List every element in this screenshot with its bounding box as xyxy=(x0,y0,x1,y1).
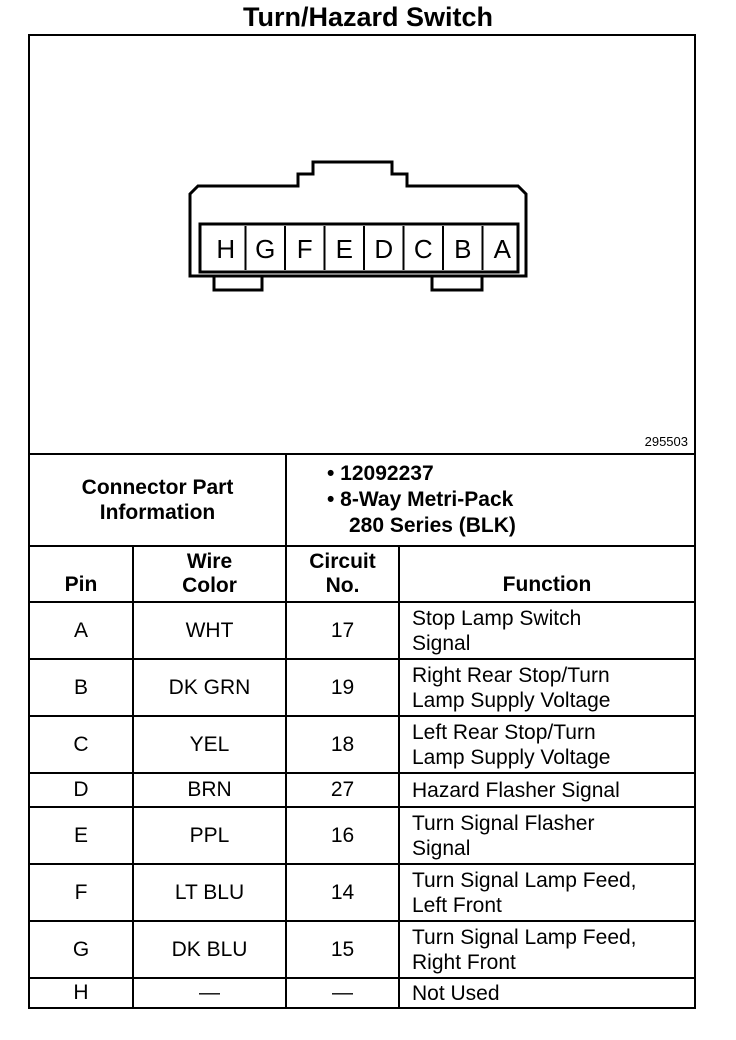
pinout-rows xyxy=(29,602,695,1008)
table-row xyxy=(29,921,695,978)
connector-info-label-line2: Information xyxy=(99,501,216,524)
function-line2: Signal xyxy=(412,631,471,655)
pin-cell: A xyxy=(29,602,133,659)
circuit-cell: 14 xyxy=(286,864,399,921)
header-wire-color xyxy=(133,546,286,602)
connector-type-line2: 280 Series (BLK) xyxy=(349,514,516,537)
function-cell xyxy=(399,921,695,978)
connector-pin-label: A xyxy=(493,234,511,264)
connector-info-label-line1: Connector Part xyxy=(81,476,234,499)
header-wire-color-line1: Wire xyxy=(186,550,233,573)
connector-housing-outline xyxy=(190,162,526,276)
function-cell xyxy=(399,716,695,773)
circuit-cell: 17 xyxy=(286,602,399,659)
header-circuit xyxy=(286,546,399,602)
connector-pin-group xyxy=(216,226,511,270)
header-function: Function xyxy=(399,546,695,602)
connector-pin-label: E xyxy=(335,234,353,264)
function-line2: Lamp Supply Voltage xyxy=(412,745,611,769)
table-row xyxy=(29,978,695,1008)
wire-color-cell: WHT xyxy=(133,602,286,659)
pin-cell: E xyxy=(29,807,133,864)
connector-pin-label: C xyxy=(413,234,433,264)
function-line2: Lamp Supply Voltage xyxy=(412,688,611,712)
function-cell xyxy=(399,602,695,659)
circuit-cell: 27 xyxy=(286,773,399,807)
pin-cell: C xyxy=(29,716,133,773)
table-row xyxy=(29,716,695,773)
function-line1: Right Rear Stop/Turn xyxy=(412,663,610,687)
function-cell xyxy=(399,773,695,807)
function-cell xyxy=(399,659,695,716)
connector-info-value xyxy=(286,454,695,546)
circuit-cell: — xyxy=(286,978,399,1008)
function-line1: Turn Signal Lamp Feed, xyxy=(412,925,637,949)
circuit-cell: 18 xyxy=(286,716,399,773)
function-cell xyxy=(399,978,695,1008)
pin-cell: F xyxy=(29,864,133,921)
connector-pin-label: F xyxy=(296,234,313,264)
function-line1: Turn Signal Flasher xyxy=(412,811,595,835)
header-wire-color-line2: Color xyxy=(182,574,237,597)
function-line1: Turn Signal Lamp Feed, xyxy=(412,868,637,892)
connector-pin-label: H xyxy=(216,234,236,264)
connector-pin-label: G xyxy=(255,234,276,264)
function-line1: Not Used xyxy=(412,981,500,1005)
circuit-cell: 19 xyxy=(286,659,399,716)
function-line2: Left Front xyxy=(412,893,502,917)
wire-color-cell: LT BLU xyxy=(133,864,286,921)
connector-part-number: • 12092237 xyxy=(327,462,434,485)
connector-info-row xyxy=(29,454,695,546)
pin-cell: H xyxy=(29,978,133,1008)
function-line1: Stop Lamp Switch xyxy=(412,606,582,630)
connector-pin-label: D xyxy=(374,234,394,264)
header-circuit-line1: Circuit xyxy=(309,550,376,573)
function-line2: Right Front xyxy=(412,950,516,974)
connector-face-drawing xyxy=(30,36,694,453)
pinout-table xyxy=(28,453,696,1009)
circuit-cell: 15 xyxy=(286,921,399,978)
function-cell xyxy=(399,864,695,921)
wire-color-cell: YEL xyxy=(133,716,286,773)
wire-color-cell: DK GRN xyxy=(133,659,286,716)
figure-number: 295503 xyxy=(644,434,688,449)
pin-cell: G xyxy=(29,921,133,978)
table-row xyxy=(29,659,695,716)
pin-cell: D xyxy=(29,773,133,807)
table-row xyxy=(29,864,695,921)
table-row xyxy=(29,773,695,807)
wire-color-cell: — xyxy=(133,978,286,1008)
pin-cell: B xyxy=(29,659,133,716)
connector-diagram xyxy=(28,34,696,453)
connector-type-line1: • 8-Way Metri-Pack xyxy=(327,488,514,511)
connector-latch-right xyxy=(432,276,482,290)
wire-color-cell: BRN xyxy=(133,773,286,807)
table-header-row xyxy=(29,546,695,602)
header-pin: Pin xyxy=(29,546,133,602)
table-row xyxy=(29,602,695,659)
wire-color-cell: PPL xyxy=(133,807,286,864)
circuit-cell: 16 xyxy=(286,807,399,864)
header-circuit-line2: No. xyxy=(325,574,360,597)
table-row xyxy=(29,807,695,864)
function-line1: Hazard Flasher Signal xyxy=(412,778,620,802)
function-line2: Signal xyxy=(412,836,471,860)
page-title: Turn/Hazard Switch xyxy=(242,2,494,32)
function-cell xyxy=(399,807,695,864)
connector-latch-left xyxy=(214,276,262,290)
connector-pin-label: B xyxy=(454,234,472,264)
wire-color-cell: DK BLU xyxy=(133,921,286,978)
function-line1: Left Rear Stop/Turn xyxy=(412,720,596,744)
connector-info-label xyxy=(29,454,286,546)
